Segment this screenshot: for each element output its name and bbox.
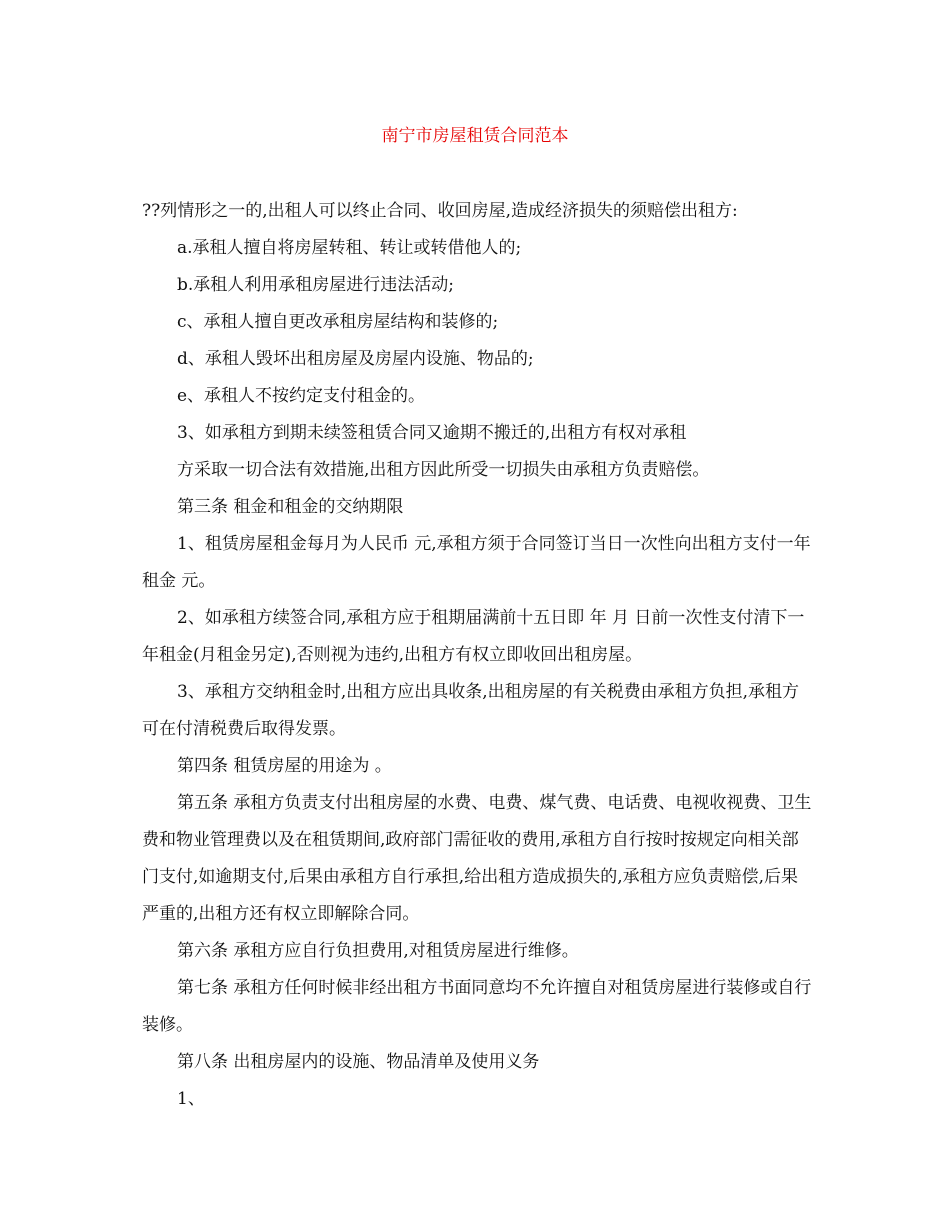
paragraph: ??列情形之一的,出租人可以终止合同、收回房屋,造成经济损失的须赔偿出租方: <box>142 201 738 221</box>
paragraph: 第七条 承租方任何时候非经出租方书面同意均不允许擅自对租赁房屋进行装修或自行装修。 <box>142 978 812 1035</box>
paragraph: a.承租人擅自将房屋转租、转让或转借他人的; <box>177 238 522 258</box>
document-title: 南宁市房屋租赁合同范本 <box>381 126 569 146</box>
paragraph: 1、 <box>177 1089 205 1109</box>
paragraph: 3、如承租方到期未续签租赁合同又逾期不搬迁的,出租方有权对承租 <box>177 423 687 443</box>
paragraph: 第五条 承租方负责支付出租房屋的水费、电费、煤气费、电话费、电视收视费、卫生费和物业管理费以及在租赁期间,政府部门需征收的费用,承租方自行按时按规定向相关部门支付,如逾期支付,后果由承租方自行承担,给出租方造成损失的,承租方应负责赔偿,后果严重的,出租方还有权立即解除合同。 <box>142 793 812 924</box>
section-heading: 第四条 租赁房屋的用途为 。 <box>177 756 392 776</box>
section-heading: 第八条 出租房屋内的设施、物品清单及使用义务 <box>177 1052 540 1072</box>
document-body <box>142 193 812 1118</box>
paragraph: 2、如承租方续签合同,承租方应于租期届满前十五日即 年 月 日前一次性支付清下一年租金(月租金另定),否则视为违约,出租方有权立即收回出租房屋。 <box>142 608 805 665</box>
paragraph: 1、租赁房屋租金每月为人民币 元,承租方须于合同签订当日一次性向出租方支付一年租金 元。 <box>142 534 811 591</box>
section-heading: 第三条 租金和租金的交纳期限 <box>177 497 404 517</box>
paragraph: b.承租人利用承租房屋进行违法活动; <box>177 275 455 295</box>
paragraph: e、承租人不按约定支付租金的。 <box>177 386 426 406</box>
paragraph: 3、承租方交纳租金时,出租方应出具收条,出租房屋的有关税费由承租方负担,承租方可在付清税费后取得发票。 <box>142 682 800 739</box>
paragraph: c、承租人擅自更改承租房屋结构和装修的; <box>177 312 499 332</box>
paragraph: 第六条 承租方应自行负担费用,对租赁房屋进行维修。 <box>177 941 579 961</box>
paragraph: 方采取一切合法有效措施,出租方因此所受一切损失由承租方负责赔偿。 <box>177 460 710 480</box>
paragraph: d、承租人毁坏出租房屋及房屋内设施、物品的; <box>177 349 534 369</box>
